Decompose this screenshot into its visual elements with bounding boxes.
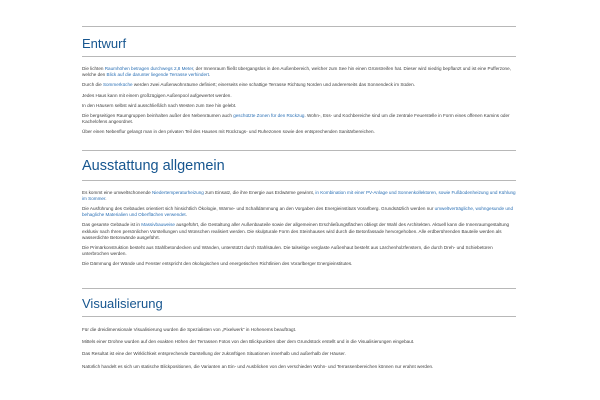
inline-link[interactable]: Raumhöhen betragen durchwegs 2,8 Meter <box>104 66 194 71</box>
paragraph-text: Mittels einer Drohne wurden auf den exakten Höhen der Terrassen Fotos von den Blickpunkten über dem Grundstück erstellt und in die Visualisierungen eingebaut. <box>82 339 415 345</box>
paragraph <box>82 103 516 109</box>
paragraph <box>82 82 516 88</box>
section-divider <box>82 316 516 317</box>
paragraph <box>82 339 516 345</box>
section-heading: Ausstattung allgemein <box>82 158 225 174</box>
paragraph-text: Für die dreidimensionale Visualisierung wurden die Spezialisten von „Pixelwerk“ in Hohenems beauftragt. <box>82 327 297 332</box>
paragraph <box>82 351 516 357</box>
section-divider <box>82 180 516 181</box>
paragraph-text: Die lichten <box>82 66 105 71</box>
inline-link[interactable]: Sommerküche <box>102 82 133 88</box>
paragraph-text: . Wohn-, Ess- und Kochbereiche sind um die zentrale Feuerstelle in Form eines offenen Kamins oder Kachelofens angeordnet. <box>82 113 510 125</box>
paragraph-text: Die Dämmung der Wände und Fenster entspricht den ökologischen und energetischen Richtlinien des Vorarlberger Energieinstitutes. <box>82 261 353 267</box>
paragraph <box>82 206 516 218</box>
paragraph-text: werden zwei Außenwohnräume definiert; einerseits eine schattige Terrasse Richtung Norden und andererseits das Sonnendeck im Süden. <box>132 82 415 88</box>
section-ausstattung <box>82 150 516 268</box>
paragraph-text: Die Ausführung des Gebäudes orientiert sich hinsichtlich Ökologie, Wärme- und Schalldämmung an den Vorgaben des Energieinstituts Vorarlberg. Grundsätzlich werden nur <box>82 205 435 211</box>
inline-link[interactable]: geschützte Zonen für den Rückzug <box>233 113 305 119</box>
inline-link[interactable]: Niedertemperaturheizung <box>151 189 204 195</box>
paragraph-text: Natürlich handelt es sich um statische Blickpositionen, die Varianten an Ein- und Ausblicken von den verschieden Wohn- und Terrassenbereichen können nur erahnt werden. <box>82 363 434 369</box>
paragraph <box>82 66 516 78</box>
paragraph <box>82 190 516 202</box>
paragraph-text: Es kommt eine umweltschonende <box>82 189 152 195</box>
inline-link[interactable]: in Kombination mit einer PV-Anlage und Sonnenkollektoren, sowie Fußbodenheizung und Kühlung im Sommer <box>82 189 516 201</box>
paragraph-text: Das gesamte Gebäude ist in <box>82 222 142 228</box>
inline-link[interactable]: umweltverträgliche, wohngesunde und behagliche Materialien und Oberflächen verwendet <box>82 205 514 218</box>
paragraph-text: Die Primärkonstruktion besteht aus Stahlbetondecken und Wänden, unterstützt durch Stahlsäulen. Die talseitige verglaste Außenhaut besteht aus Lärchenholzfenstern, die durch Dreh- und Schiebetüren unterbrochen werden. <box>82 244 493 257</box>
section-visualisierung <box>82 288 516 370</box>
paragraph <box>82 245 516 257</box>
paragraph <box>82 261 516 267</box>
paragraph-text: Über einen Nebenflur gelangt man in den privaten Teil des Hauses mit Rückzugs- und Ruhezonen sowie den entsprechenden Sanitärbereichen. <box>82 129 375 135</box>
paragraph-text: ausgeführt, die Gestaltung aller Außenbauteile sowie der allgemeinen Erschließungsflächen obliegt der Wahl des Architekten. Aktuell kann die Innenraumgestaltung exklusiv nach Ihren persönlichen Vorstellungen und Wünschen realisiert werden. Die skulpturale Form des Steinhauses wird durch die Betonfassade hervorgehoben. Alle erdberührenden Bauteile werden als wasserdichte Betonwände ausgeführt. <box>82 222 510 240</box>
paragraph-text: , der Innenraum fließt übergangslos in den Außenbereich, welcher zum See hin einen Grünstreifen hat. Dieser wird niedrig bepflanzt und ist eine Pufferzone, welche den <box>82 66 511 78</box>
paragraph <box>82 327 516 333</box>
section-entwurf <box>82 26 516 136</box>
paragraph-text: . <box>105 195 107 201</box>
inline-link[interactable]: Massivbauweise <box>141 222 175 228</box>
inline-link[interactable]: Blick auf die darunter liegende Terrasse verhindert <box>106 72 209 78</box>
paragraph-text: zum Einsatz, die ihre Energie aus Erdwärme gewinnt, <box>203 189 316 195</box>
section-divider <box>82 26 516 27</box>
paragraph <box>82 93 516 99</box>
paragraph-text: . <box>208 72 211 78</box>
section-heading: Entwurf <box>82 36 127 51</box>
section-divider <box>82 56 516 57</box>
paragraph-text: Die bergseitigen Raumgruppen beinhalten außer den Nebenräumen auch <box>82 113 234 119</box>
paragraph <box>82 129 516 135</box>
paragraph-text: Jedes Haus kann mit einem großzügigen Außenpool aufgewertet werden. <box>82 92 232 98</box>
paragraph-text: . <box>185 212 187 218</box>
section-divider <box>82 150 516 151</box>
paragraph-text: Das Resultat ist eine der Wirklichkeit entsprechende Darstellung der zukünftigen Situationen innerhalb und außerhalb der Häuser. <box>82 351 346 357</box>
paragraph <box>82 113 516 125</box>
paragraph <box>82 222 516 241</box>
paragraph-text: Durch die <box>82 82 103 88</box>
paragraph-text: In den Häusern selbst wird ausschließlich nach Westen zum See hin gelebt. <box>82 102 237 108</box>
section-heading: Visualisierung <box>82 296 163 311</box>
section-divider <box>82 288 516 289</box>
paragraph <box>82 364 516 370</box>
